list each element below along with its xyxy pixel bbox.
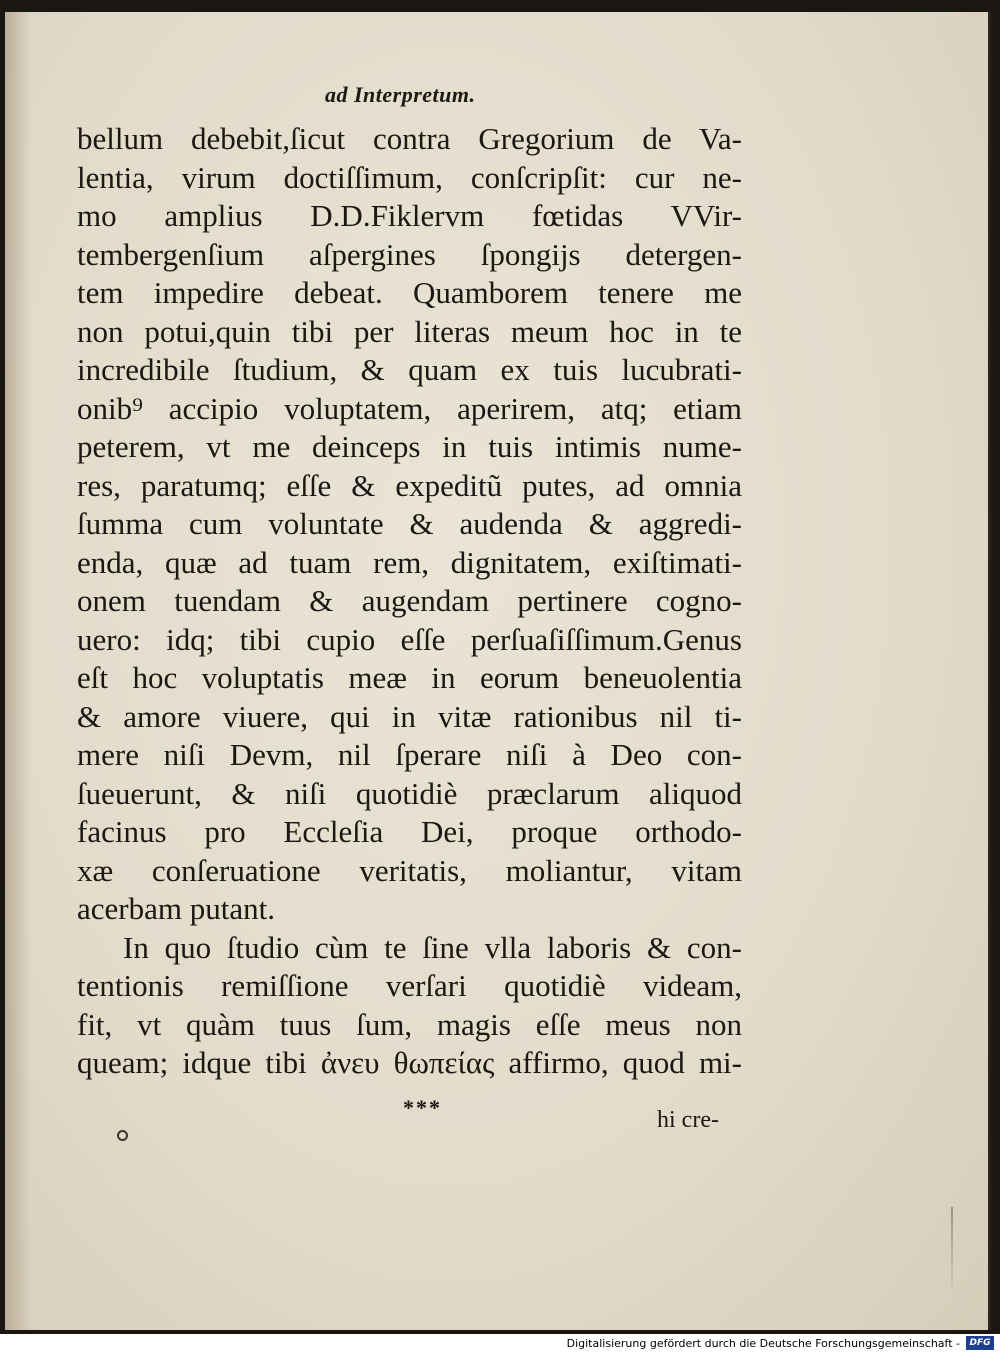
text-line: tem impedire debeat. Quamborem tenere me — [77, 275, 742, 310]
body-text — [77, 120, 742, 1083]
text-line: incredibile ſtudium, & quam ex tuis lucubrati- — [77, 352, 742, 387]
text-line: peterem, vt me deinceps in tuis intimis nume- — [77, 429, 742, 464]
text-line: ſumma cum voluntate & audenda & aggredi- — [77, 506, 742, 541]
paragraph-end-line: acerbam putant. — [77, 891, 275, 926]
text-line: ſueuerunt, & niſi quotidiè præclarum aliquod — [77, 775, 742, 811]
text-line: onib⁹ accipio voluptatem, aperirem, atq; etiam — [77, 390, 742, 426]
text-line: fit, vt quàm tuus ſum, magis eſſe meus non — [77, 1006, 742, 1042]
funding-credit: Digitalisierung gefördert durch die Deutsche Forschungsgemeinschaft - — [566, 1337, 960, 1350]
text-line: res, paratumq; eſſe & expeditũ putes, ad omnia — [77, 467, 742, 503]
text-line: non potui,quin tibi per literas meum hoc in te — [77, 313, 742, 349]
catchword: hi cre- — [657, 1107, 719, 1133]
text-line: queam; idque tibi ἀνευ θωπείας affirmo, quod mi- — [77, 1045, 742, 1080]
text-line: tembergenſium aſpergines ſpongijs detergen- — [77, 236, 742, 272]
text-line: tentionis remiſſione verſari quotidiè videam, — [77, 968, 742, 1003]
text-line: mo amplius D.D.Fiklervm fœtidas VVir- — [77, 198, 742, 233]
dfg-logo[interactable]: DFG — [966, 1336, 994, 1350]
text-line: mere niſi Devm, nil ſperare niſi à Deo con- — [77, 737, 742, 772]
text-line: xæ conſeruatione veritatis, moliantur, vitam — [77, 852, 742, 888]
text-line: onem tuendam & augendam pertinere cogno- — [77, 583, 742, 618]
text-line: lentia, virum doctiſſimum, conſcripſit: cur ne- — [77, 159, 742, 195]
text-line: & amore viuere, qui in vitæ rationibus nil ti- — [77, 698, 742, 734]
book-page — [5, 12, 991, 1330]
ink-circle-mark — [117, 1130, 128, 1141]
text-line: uero: idq; tibi cupio eſſe perſuaſiſſimum.Genus — [77, 621, 742, 657]
spine-shadow — [5, 12, 31, 1330]
paragraph-start-line: In quo ſtudio cùm te ſine vlla laboris & con- — [123, 929, 742, 965]
text-line: bellum debebit,ſicut contra Gregorium de Va- — [77, 121, 742, 156]
page-crease — [951, 1207, 953, 1297]
signature-mark: *** — [403, 1095, 442, 1120]
footer-bar — [0, 1334, 1000, 1354]
running-head: ad Interpretum. — [325, 82, 476, 107]
text-line: facinus pro Eccleſia Dei, proque orthodo- — [77, 814, 742, 849]
text-line: enda, quæ ad tuam rem, dignitatem, exiſtimati- — [77, 544, 742, 580]
text-line: eſt hoc voluptatis meæ in eorum beneuolentia — [77, 660, 742, 695]
